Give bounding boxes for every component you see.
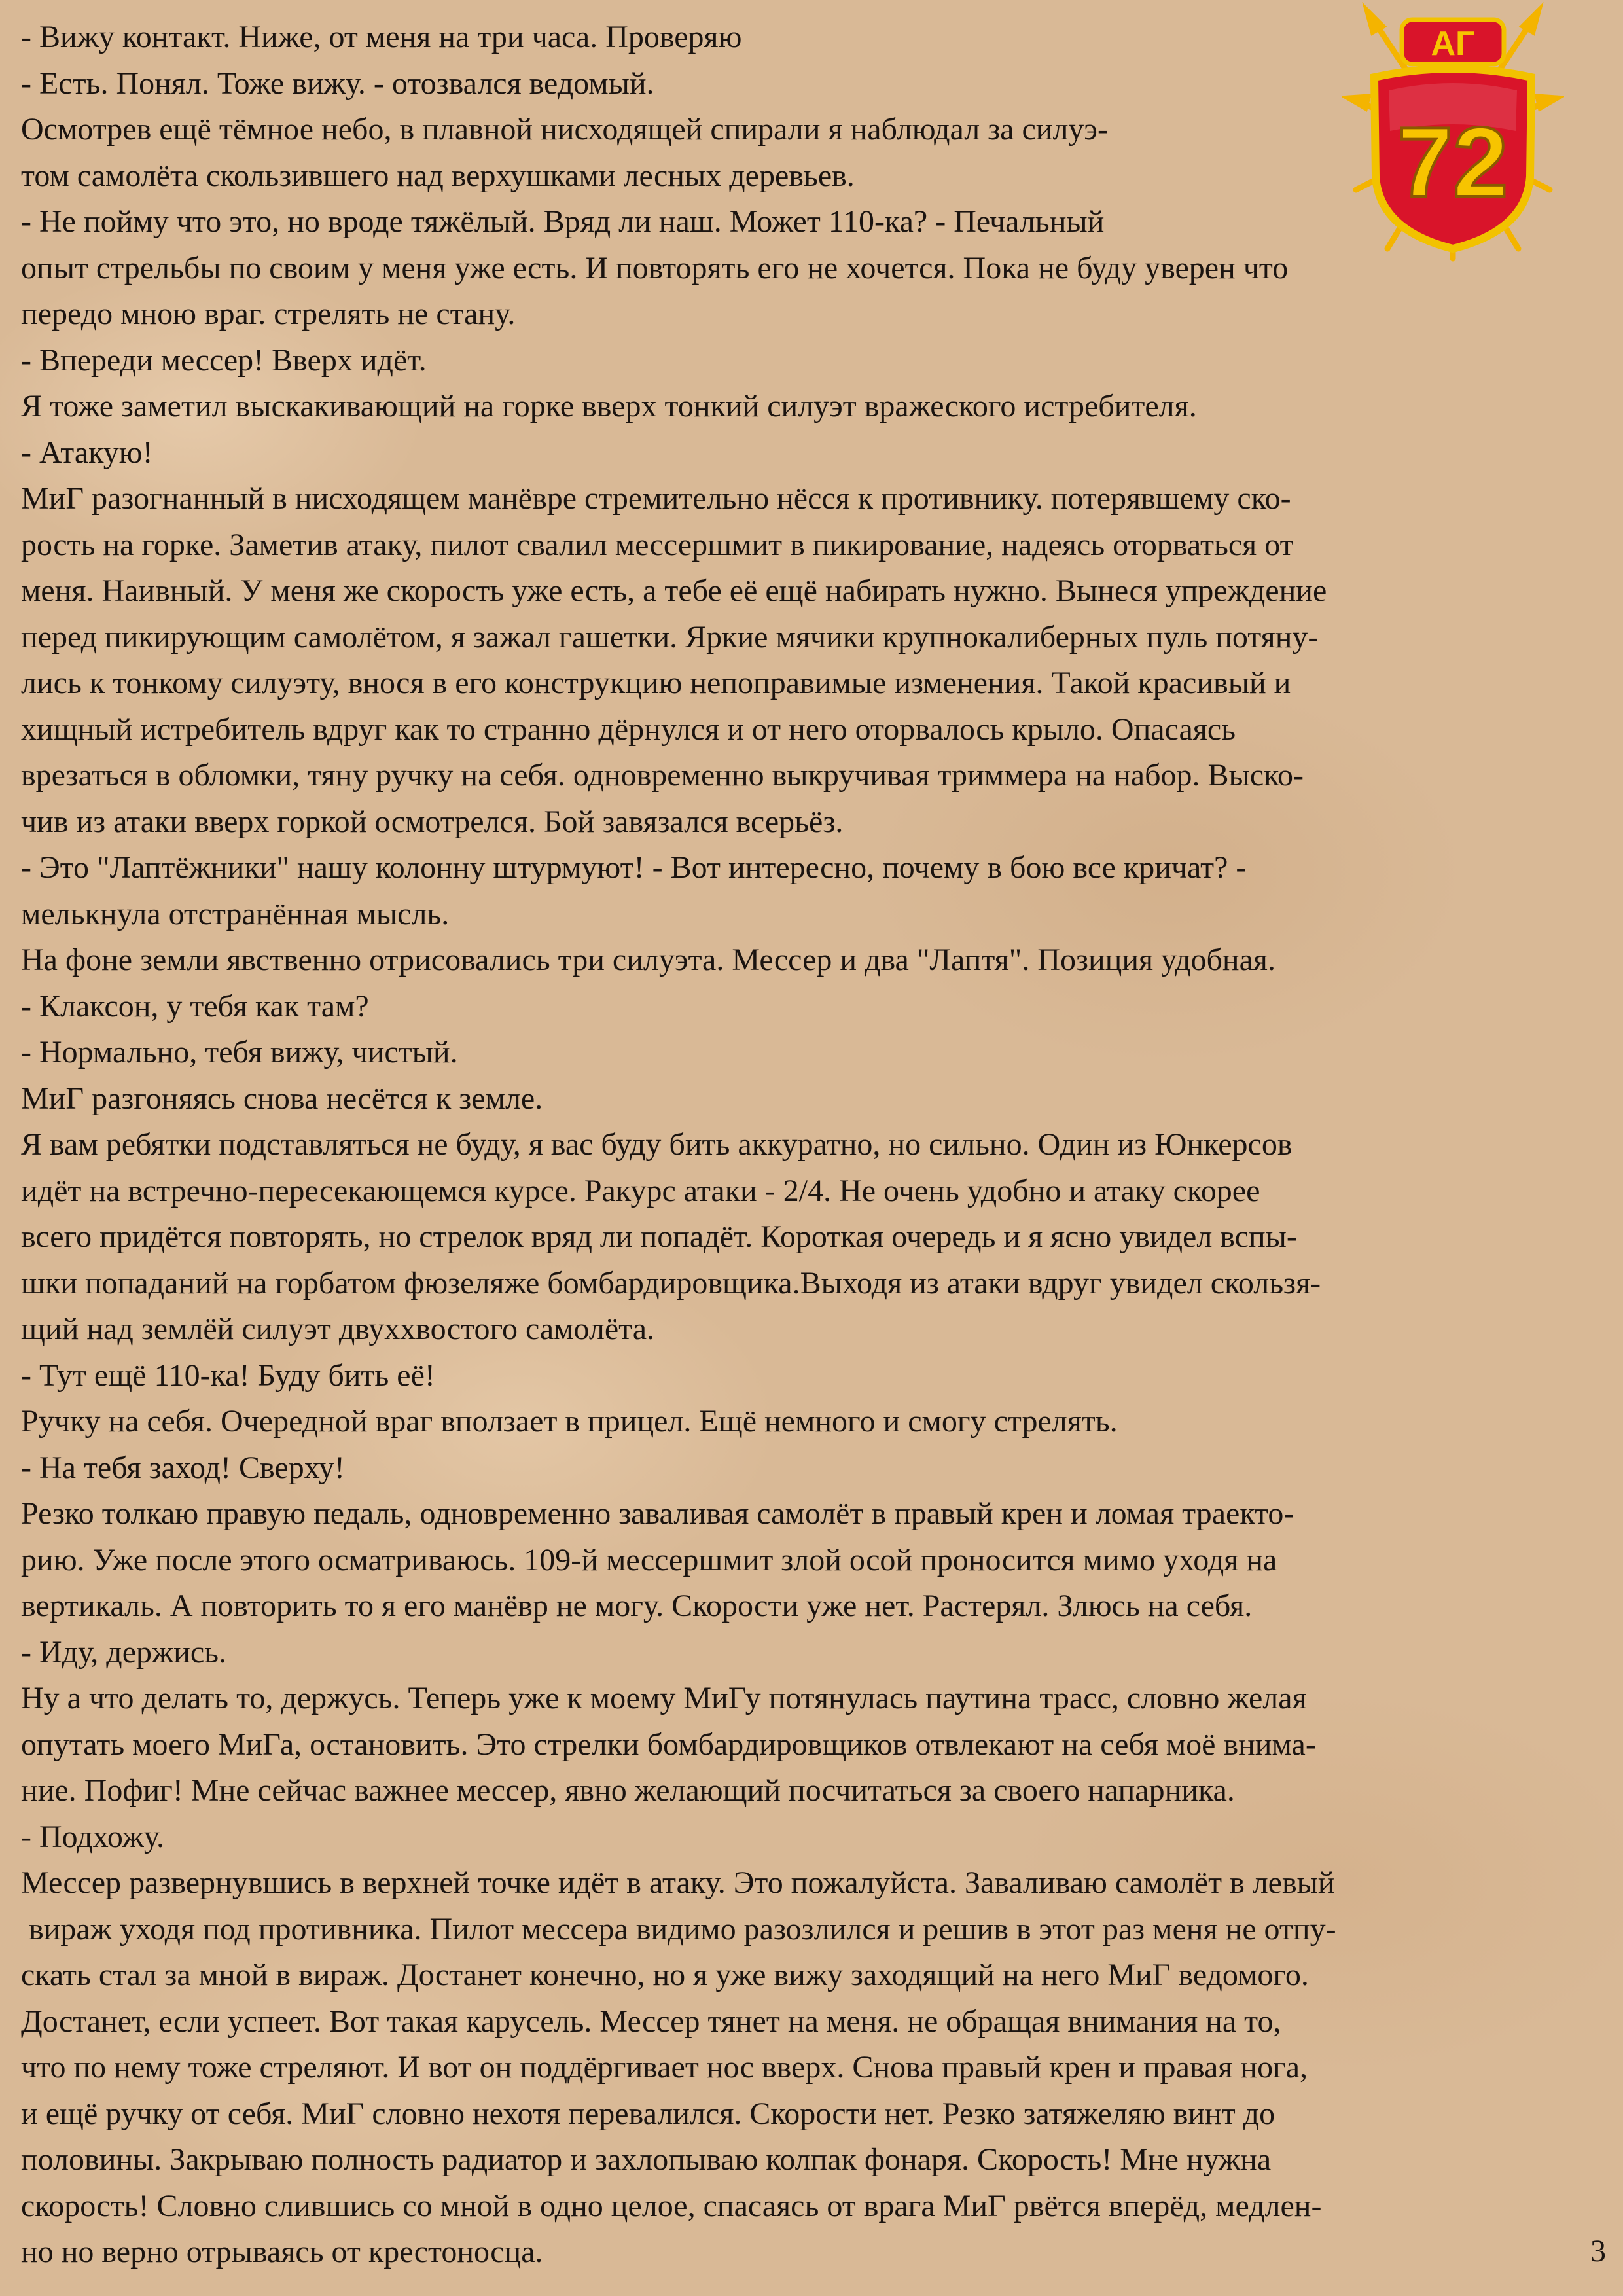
text-line: МиГ разгоняясь снова несётся к земле.: [21, 1081, 543, 1116]
text-line: хищный истребитель вдруг как то странно дёрнулся и от него оторвалось крыло. Опасаясь: [21, 711, 1236, 747]
text-line: - Атакую!: [21, 435, 153, 470]
text-line: что по нему тоже стреляют. И вот он поддёргивает нос вверх. Снова правый крен и правая нога,: [21, 2050, 1308, 2085]
text-line: скать стал за мной в вираж. Достанет конечно, но я уже вижу заходящий на него МиГ ведомого.: [21, 1958, 1309, 1992]
text-line: МиГ разогнанный в нисходящем манёвре стремительно нёсся к противнику. потерявшему ско-: [21, 481, 1291, 516]
text-line: - На тебя заход! Сверху!: [21, 1450, 345, 1485]
text-line: Я вам ребятки подставляться не буду, я вас буду бить аккуратно, но сильно. Один из Юнкерсов: [21, 1127, 1293, 1162]
text-line: ние. Пофиг! Мне сейчас важнее мессер, явно желающий посчитаться за своего напарника.: [21, 1773, 1235, 1808]
text-line: врезаться в обломки, тяну ручку на себя. одновременно выкручивая триммера на набор. Выско-: [21, 758, 1304, 793]
text-line: - Это "Лаптёжники" нашу колонну штурмуют! - Вот интересно, почему в бою все кричат? -: [21, 850, 1247, 885]
text-line: всего придётся повторять, но стрелок вряд ли попадёт. Короткая очередь и я ясно увидел вспы-: [21, 1219, 1297, 1254]
text-line: Мессер развернувшись в верхней точке идёт в атаку. Это пожалуйста. Заваливаю самолёт в левый: [21, 1865, 1335, 1900]
text-line: и ещё ручку от себя. МиГ словно нехотя перевалился. Скорости нет. Резко затяжеляю винт до: [21, 2096, 1275, 2131]
text-line: - Вижу контакт. Ниже, от меня на три часа. Проверяю: [21, 20, 742, 54]
text-line: щий над землёй силуэт двуххвостого самолёта.: [21, 1312, 655, 1346]
text-line: - Впереди мессер! Вверх идёт.: [21, 342, 427, 378]
text-line: скорость! Словно слившись со мной в одно целое, спасаясь от врага МиГ рвётся вперёд, медлен-: [21, 2188, 1322, 2223]
text-line: Достанет, если успеет. Вот такая карусель. Мессер тянет на меня. не обращая внимания на то,: [21, 2003, 1281, 2039]
emblem-letters: АГ: [1431, 25, 1475, 63]
story-text: [21, 14, 1608, 2276]
text-line: - Есть. Понял. Тоже вижу. - отозвался ведомый.: [21, 65, 654, 101]
text-line: - Не пойму что это, но вроде тяжёлый. Вряд ли наш. Может 110-ка? - Печальный: [21, 204, 1105, 239]
text-line: вертикаль. А повторить то я его манёвр не могу. Скорости уже нет. Растерял. Злюсь на себя.: [21, 1588, 1253, 1623]
text-line: рию. Уже после этого осматриваюсь. 109-й мессершмит злой осой проносится мимо уходя на: [21, 1542, 1277, 1577]
text-line: перед пикирующим самолётом, я зажал гашетки. Яркие мячики крупнокалиберных пуль потяну-: [21, 619, 1319, 655]
text-line: Осмотрев ещё тёмное небо, в плавной нисходящей спирали я наблюдал за силуэ-: [21, 112, 1109, 147]
text-line: опыт стрельбы по своим у меня уже есть. И повторять его не хочется. Пока не буду уверен что: [21, 250, 1289, 285]
text-line: рость на горке. Заметив атаку, пилот свалил мессершмит в пикирование, надеясь оторваться от: [21, 527, 1294, 562]
text-line: идёт на встречно-пересекающемся курсе. Ракурс атаки - 2/4. Не очень удобно и атаку скорее: [21, 1173, 1260, 1208]
text-line: - Клаксон, у тебя как там?: [21, 988, 369, 1024]
text-line: опутать моего МиГа, остановить. Это стрелки бомбардировщиков отвлекают на себя моё внима-: [21, 1727, 1316, 1762]
text-line: Ну а что делать то, держусь. Теперь уже к моему МиГу потянулась паутина трасс, словно желая: [21, 1681, 1307, 1715]
text-line: меня. Наивный. У меня же скорость уже есть, а тебе её ещё набирать нужно. Вынеся упреждение: [21, 573, 1327, 608]
text-line: чив из атаки вверх горкой осмотрелся. Бой завязался всерьёз.: [21, 804, 844, 839]
text-line: передо мною враг. стрелять не стану.: [21, 296, 516, 331]
text-line: том самолёта скользившего над верхушками лесных деревьев.: [21, 158, 855, 193]
text-line: Ручку на себя. Очередной враг вползает в прицел. Ещё немного и смогу стрелять.: [21, 1404, 1118, 1439]
text-line: Резко толкаю правую педаль, одновременно заваливая самолёт в правый крен и ломая траекто-: [21, 1496, 1294, 1531]
text-line: - Иду, держись.: [21, 1634, 227, 1670]
text-line: - Тут ещё 110-ка! Буду бить её!: [21, 1357, 435, 1393]
text-line: но но верно отрываясь от крестоносца.: [21, 2234, 543, 2269]
text-line: шки попаданий на горбатом фюзеляже бомбардировщика.Выходя из атаки вдруг увидел скользя-: [21, 1265, 1321, 1300]
text-line: На фоне земли явственно отрисовались три силуэта. Мессер и два "Лаптя". Позиция удобная.: [21, 942, 1275, 977]
text-line: лись к тонкому силуэту, внося в его конструкцию непоправимые изменения. Такой красивый и: [21, 666, 1291, 700]
text-line: вираж уходя под противника. Пилот мессера видимо разозлился и решив в этот раз меня не отпу-: [21, 1911, 1336, 1946]
text-line: - Подхожу.: [21, 1819, 165, 1854]
text-line: мелькнула отстранённая мысль.: [21, 896, 450, 931]
text-line: Я тоже заметил выскакивающий на горке вверх тонкий силуэт вражеского истребителя.: [21, 389, 1197, 423]
text-line: половины. Закрываю полность радиатор и захлопываю колпак фонаря. Скорость! Мне нужна: [21, 2142, 1272, 2177]
page-number: 3: [1590, 2234, 1606, 2269]
text-line: - Нормально, тебя вижу, чистый.: [21, 1035, 458, 1069]
emblem-number: 72: [1397, 107, 1508, 218]
